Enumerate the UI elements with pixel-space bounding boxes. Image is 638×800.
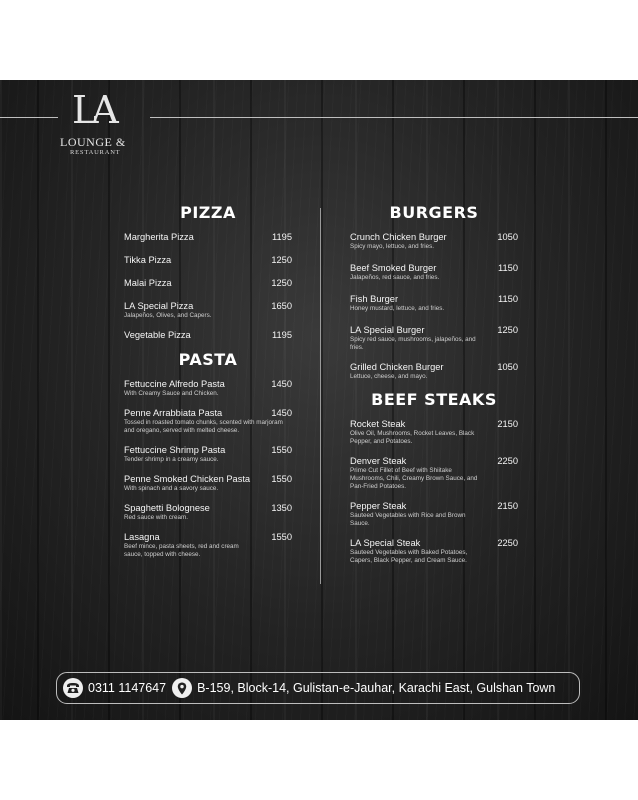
item-name: LA Special Burger: [350, 325, 425, 335]
menu-item: [124, 255, 292, 266]
item-description: Olive Oil, Mushrooms, Rocket Leaves, Black Pepper, and Potatoes.: [350, 430, 475, 445]
item-description: With spinach and a savory sauce.: [124, 485, 219, 492]
item-name: Fettuccine Alfredo Pasta: [124, 379, 225, 389]
menu-item: [350, 419, 518, 446]
item-name: Lasagna: [124, 532, 160, 542]
item-name: Rocket Steak: [350, 419, 406, 429]
item-price: 1550: [271, 474, 292, 484]
item-name: Fish Burger: [350, 294, 399, 304]
item-price: 1150: [498, 263, 518, 273]
section-title: BURGERS: [389, 203, 479, 222]
item-price: 1150: [498, 294, 518, 304]
header-rule-right: [150, 117, 638, 118]
item-price: 1550: [271, 445, 292, 455]
menu-item: [124, 503, 292, 522]
item-description: Beef mince, pasta sheets, red and cream sauce, topped with cheese.: [124, 543, 239, 558]
header-rule-left: [0, 117, 58, 118]
menu-item: [350, 456, 518, 491]
menu-item: [124, 232, 292, 243]
item-name: Grilled Chicken Burger: [350, 362, 444, 372]
logo-mark: LA: [72, 88, 113, 132]
brand-logo: [60, 88, 146, 160]
item-name: Vegetable Pizza: [124, 330, 191, 340]
section-title: PASTA: [178, 350, 238, 369]
menu-section-pizza: [124, 202, 292, 341]
menu-item: [124, 532, 292, 559]
menu-section-beef-steaks: [350, 389, 518, 565]
contact-bar: [56, 672, 580, 704]
item-price: 1250: [497, 325, 518, 335]
item-description: Lettuce, cheese, and mayo.: [350, 373, 428, 380]
item-description: Jalapeños, Olives, and Capers.: [124, 312, 212, 319]
menu-item: [124, 330, 292, 341]
item-price: 1250: [271, 278, 292, 288]
item-price: 1350: [271, 503, 292, 513]
section-title: PIZZA: [180, 203, 236, 222]
menu-item: [350, 232, 518, 251]
item-name: Spaghetti Bolognese: [124, 503, 210, 513]
logo-subtitle: RESTAURANT: [70, 149, 121, 156]
item-name: Penne Smoked Chicken Pasta: [124, 474, 251, 484]
menu-item: [124, 408, 292, 435]
item-name: Penne Arrabbiata Pasta: [124, 408, 223, 418]
item-description: Honey mustard, lettuce, and fries.: [350, 305, 445, 312]
item-name: Tikka Pizza: [124, 255, 172, 265]
menu-section-burgers: [350, 202, 518, 381]
address: B-159, Block-14, Gulistan-e-Jauhar, Karachi East, Gulshan Town: [197, 681, 556, 695]
item-description: Sauteed Vegetables with Baked Potatoes, Capers, Black Pepper, and Cream Sauce.: [350, 549, 468, 564]
menu-item: [124, 301, 292, 320]
menu-item: [350, 294, 518, 313]
item-description: Prime Cut Fillet of Beef with Shiitake Mushrooms, Chili, Creamy Brown Sauce, and Pan-Fried Potatoes.: [350, 467, 478, 490]
item-name: Denver Steak: [350, 456, 407, 466]
item-price: 1195: [272, 330, 292, 340]
menu-section-pasta: [124, 349, 292, 559]
item-price: 1050: [497, 362, 518, 372]
item-price: 1195: [272, 232, 292, 242]
menu-column-left: [124, 202, 292, 559]
menu-item: [350, 501, 518, 528]
item-name: Beef Smoked Burger: [350, 263, 437, 273]
item-description: Spicy red sauce, mushrooms, jalapeños, and fries.: [350, 336, 476, 351]
menu-item: [350, 538, 518, 565]
item-price: 1250: [271, 255, 292, 265]
item-name: Pepper Steak: [350, 501, 407, 511]
item-name: Fettuccine Shrimp Pasta: [124, 445, 226, 455]
item-description: Sauteed Vegetables with Rice and Brown Sauce.: [350, 512, 466, 527]
item-name: Crunch Chicken Burger: [350, 232, 447, 242]
item-price: 2250: [497, 456, 518, 466]
menu-item: [124, 379, 292, 398]
item-name: Malai Pizza: [124, 278, 172, 288]
item-price: 2150: [497, 501, 518, 511]
item-name: LA Special Pizza: [124, 301, 194, 311]
menu-item: [124, 474, 292, 493]
item-description: Tossed in roasted tomato chunks, scented with marjoram and oregano, served with melted cheese.: [124, 419, 283, 434]
menu-board: [0, 80, 638, 720]
item-description: Jalapeños, red sauce, and fries.: [350, 274, 440, 281]
menu-item: [124, 445, 292, 464]
menu-item: [350, 362, 518, 381]
item-price: 2150: [497, 419, 518, 429]
item-description: Tender shrimp in a creamy sauce.: [124, 456, 219, 463]
item-price: 1550: [271, 532, 292, 542]
phone-icon: [63, 678, 83, 698]
item-description: Red sauce with cream.: [124, 514, 189, 521]
menu-item: [350, 325, 518, 352]
column-divider: [320, 208, 321, 584]
item-price: 1450: [271, 408, 292, 418]
phone-number: 0311 1147647: [88, 681, 167, 695]
item-price: 2250: [497, 538, 518, 548]
item-description: With Creamy Sauce and Chicken.: [124, 390, 219, 397]
item-price: 1450: [271, 379, 292, 389]
item-price: 1650: [271, 301, 292, 311]
item-description: Spicy mayo, lettuce, and fries.: [350, 243, 434, 250]
location-pin-icon: [172, 678, 192, 698]
item-name: LA Special Steak: [350, 538, 421, 548]
menu-column-right: [350, 202, 518, 565]
section-title: BEEF STEAKS: [371, 390, 497, 409]
item-name: Margherita Pizza: [124, 232, 194, 242]
logo-name: LOUNGE &: [60, 135, 126, 149]
item-price: 1050: [497, 232, 518, 242]
menu-item: [350, 263, 518, 282]
menu-item: [124, 278, 292, 289]
